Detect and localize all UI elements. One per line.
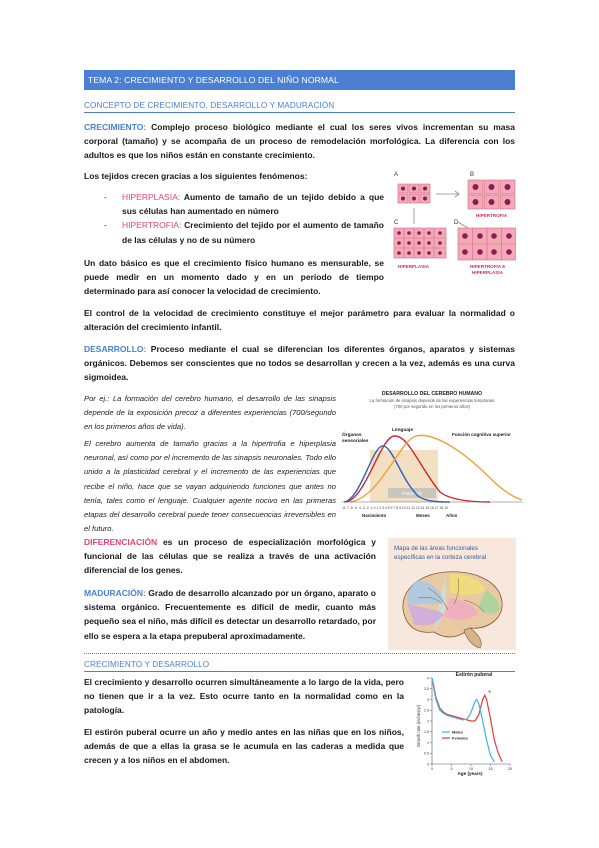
- y-tick-label: 2.5: [424, 708, 429, 713]
- tejidos-intro: Los tejidos crecen gracias a los siguientes fenómenos:: [84, 171, 308, 181]
- hipertrofia-text: Crecimiento del tejido por el aumento de tamaño de las células y no de su número: [122, 220, 384, 245]
- cerebro-paragraph: El cerebro aumenta de tamaño gracias a la hipertrofia e hiperplasia neuronal, así como por el incremento de las sinapsis neuronales. Todo ello unido a la plasticidad cerebral y el incremento de las experiencias que recibe el niño, hace que se vayan adquiriendo funciones que antes no tenía, tales como el lenguaje. Cualquier agente nocivo en las primeras etapas del desarrollo cerebral puede tener consecuencias irreversibles en el futuro.: [84, 439, 336, 534]
- cells-hipertrofia-hiperplasia: [458, 228, 516, 260]
- brain-fig-subtitle2: (700 por segundo en los primeros años): [393, 404, 471, 409]
- x-tick-label: 5: [450, 767, 453, 771]
- first-year-label: Primer año: [401, 491, 423, 496]
- cells-normal: [398, 184, 430, 203]
- hiperplasia-term: HIPERPLASIA:: [122, 192, 181, 202]
- diferenciacion-paragraph: [84, 535, 376, 578]
- y-tick-label: 0: [427, 762, 429, 767]
- label-hiper-e-1: HIPERTROFIA E: [470, 264, 506, 269]
- label-hiper-e-2: HIPERPLASIA: [472, 270, 503, 275]
- chart-axes: [424, 676, 512, 771]
- brain-fig-title: DESARROLLO DEL CEREBRO HUMANO: [381, 391, 483, 397]
- y-tick-label: 2: [427, 719, 429, 724]
- x-tick-label: 15: [488, 767, 493, 771]
- maduracion-paragraph: [84, 586, 376, 643]
- maduracion-term: MADURACIÓN:: [84, 588, 146, 598]
- hiperplasia-text: Aumento de tamaño de un tejido debido a que sus células han aumentado en número: [122, 192, 384, 217]
- chart-series: [432, 678, 502, 762]
- diferenciacion-text: es un proceso de especialización morfológica y funcional de las células que se realiza a través de una activación diferencial de los genes.: [84, 537, 376, 576]
- bullet-dash: -: [104, 192, 107, 202]
- lbl-funcion: Función cognitiva superior: [452, 432, 511, 437]
- x-tick-label: 0: [430, 767, 434, 771]
- list-item: [84, 218, 384, 246]
- fig-label-c: C: [394, 220, 399, 226]
- y-tick-label: 1: [427, 740, 429, 745]
- crecimiento-paragraph: [84, 120, 515, 163]
- brain-map-title1: Mapa de las áreas funcionales: [394, 545, 478, 552]
- ejemplo-paragraph: Por ej.: La formación del cerebro humano, el desarrollo de las sinapsis depende de la exposición precoz a diferentes experiencias (700/segundo en los primeros años de vida).: [84, 394, 336, 432]
- crecimiento-term: CRECIMIENTO:: [84, 122, 147, 132]
- y-tick-label: 0.5: [424, 751, 429, 756]
- chart-title: Estirón puberal: [455, 672, 493, 678]
- section-divider: [84, 112, 515, 113]
- label-hiperplasia: HIPERPLASIA: [398, 264, 429, 269]
- crecimiento-text: Complejo proceso biológico mediante el cual los seres vivos incrementan su masa corporal (tamaño) y se acompaña de un proceso de remodelación morfológica. La diferencia con los adultos es que los niños están en constante crecimiento.: [84, 122, 515, 161]
- axis-numbers: -8 -7 -6 -5 -4 -3 -2 -1 0 1 2 3 4 5 6 7 8 9 10 11 12 13 14 15 16 17 18 19: [342, 506, 448, 510]
- list-item: [84, 190, 384, 218]
- x-label-nacimiento: Nacimiento: [362, 513, 387, 518]
- series-line-females: [432, 678, 494, 762]
- y-tick-label: 3: [427, 697, 429, 702]
- bullet-dash: -: [104, 220, 107, 231]
- section-dotted-divider: [84, 653, 515, 654]
- y-tick-label: 1.5: [424, 730, 429, 735]
- fig-label-d: D: [454, 220, 459, 226]
- control-paragraph: El control de la velocidad de crecimiento constituye el mejor parámetro para evaluar la normalidad o alteración del crecimiento infantil.: [84, 308, 515, 333]
- cells-hipertrofia: [468, 180, 515, 209]
- section-heading-concepto: CONCEPTO DE CRECIMIENTO, DESARROLLO Y MADURACIÓN: [84, 101, 335, 110]
- series-line-males: [432, 678, 502, 762]
- fig-label-a: A: [394, 172, 399, 178]
- tejidos-list: [84, 190, 384, 247]
- label-hipertrofia: HIPERTROFIA: [476, 213, 508, 218]
- growth-rate-chart: [408, 666, 516, 778]
- desarrollo-paragraph: [84, 342, 515, 385]
- crec-des-paragraph-1: El crecimiento y desarrollo ocurren simultáneamente a lo largo de la vida, pero no tienen que ir a la vez. Esto ocurre tanto en la normalidad como en la patología.: [84, 677, 404, 716]
- cells-hiperplasia: [394, 228, 446, 258]
- section-heading-crecimiento-desarrollo: CRECIMIENTO Y DESARROLLO: [84, 660, 210, 669]
- chart-ylabel: Growth rate (inches/yr): [416, 704, 421, 748]
- fig-label-b: B: [470, 172, 475, 178]
- brain-map-figure: [388, 538, 516, 650]
- arrow-diag-icon: [458, 222, 468, 228]
- x-label-meses: Meses: [416, 513, 430, 518]
- maduracion-text: Grado de desarrollo alcanzado por un órgano, aparato o sistema orgánico. Frecuentemente es difícil de medir, cuanto más pequeño sea el niño, más difícil es detectar un desarrollo retardado, por ello se espera a la etapa prepuberal aproximadamente.: [84, 588, 376, 641]
- page-title: TEMA 2: CRECIMIENTO Y DESARROLLO DEL NIÑO NORMAL: [84, 70, 515, 90]
- lbl-lenguaje: Lenguaje: [392, 428, 414, 433]
- desarrollo-term: DESARROLLO:: [84, 344, 147, 354]
- brain-development-figure: [340, 388, 525, 520]
- lbl-organos-2: sensoriales: [342, 439, 369, 444]
- y-tick-label: 3.5: [424, 687, 429, 692]
- crec-des-paragraph-2: El estirón puberal ocurre un año y medio antes en las niñas que en los niños, además de que a ellas la grasa se le acumula en las caderas a medida que crecen y a los niños en el abdomen.: [84, 727, 404, 766]
- chart-xlabel: Age (years): [457, 771, 483, 776]
- diferenciacion-term: DIFERENCIACIÓN: [84, 537, 158, 547]
- x-label-anos: Años: [446, 513, 458, 518]
- hipertrofia-term: HIPERTROFIA:: [122, 220, 182, 231]
- chart-legend: [442, 730, 469, 741]
- brain-map-title2: específicas en la corteza cerebral: [394, 554, 487, 561]
- asterisk-marker: *: [488, 689, 492, 698]
- lbl-organos-1: Órganos: [342, 433, 362, 438]
- x-tick-label: 20: [507, 767, 513, 771]
- dato-basico-paragraph: Un dato básico es que el crecimiento físico humano es mensurable, se puede medir en un momento dado y en un periodo de tiempo determinado para así conocer la velocidad de crecimiento.: [84, 258, 384, 297]
- legend-label-males: Males: [452, 729, 464, 735]
- cell-growth-figure: [392, 168, 516, 284]
- brain-fig-subtitle1: La formación de sinapsis depende de las experiencias tempranas: [369, 398, 495, 403]
- x-tick-label: 10: [468, 767, 474, 771]
- desarrollo-text: Proceso mediante el cual se diferencian los diferentes órganos, aparatos y sistemas orgánicos. Debemos ser conscientes que no todos se desarrollan y crecen a la vez, además es una curva sigmoidea.: [84, 344, 515, 383]
- y-tick-label: 4: [427, 676, 429, 681]
- legend-label-females: Females: [452, 735, 469, 741]
